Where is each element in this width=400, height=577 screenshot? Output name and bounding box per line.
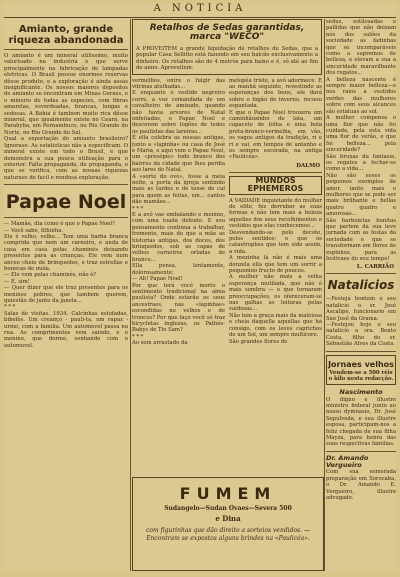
jornais-ad bbox=[326, 355, 396, 385]
column-3-author: L. CARRIÃO bbox=[356, 264, 394, 271]
jornais-headline: Jornaes velhos bbox=[328, 359, 394, 369]
retalhos-author: DALMO bbox=[296, 162, 320, 169]
fumem-ad bbox=[132, 477, 324, 571]
fumem-title: FUMEM bbox=[179, 484, 277, 503]
divider bbox=[4, 49, 128, 50]
divider bbox=[4, 217, 128, 218]
natalicios-headline: Natalicios bbox=[327, 278, 395, 293]
column-3 bbox=[326, 19, 396, 571]
newspaper-page bbox=[4, 3, 396, 571]
mundos-headline: MUNDOS EPHEMEROS bbox=[229, 176, 322, 195]
papai-noel-article: — Mamãe, dia como é que o Papae Noel? — Você sabe, filhinha. Ele é velho, velho... Tem uma barba branca comprida que nem um carneiro, e anda de casa em casa pelas chaminés deixando presentes para as crianças. Ele vem num anceo cheio de brinquedos, e traz estrellas e bonecas de mola. — Ele vem pelas chaminés, não é? — É, sim! — Quer dizer que ele traz presentes para os meninos pobres, que tambem querem, quiestão de junto da janela... * * * Salas de visitas. 1934. Calcinhas estofadas, bibelôs. Um creanço - pauli-ta, um rapaz - urino, com a familia. Um automovel passa na rua. As comprimentos vem saindo, e o menino, que dorme, sonhando com o automovel. bbox=[4, 221, 128, 349]
column-3-article: seduz, estilosadas e pallidas que não deixam nós dos salões da sociedade as fadinhas que se incomparáveis como a supremos de belleza, e elevam a sua a sinceridade maravilhante dos regatos... A belleza nascente é sempre maior belleza—e nos raios a vestidos verdes das mulheres sobre com seus alcances são estatuas ao sol. A mulher compensa o uma flor que não foi cuidada, pela esta vida uma flor de verão, e que foi belleza... pela sinceridade? São bruxas da fantasia, os regatos a fechar-se como a vida... Não são esses os pequenos exemplos de amor, tanto mais o mulheres que se pode ser mais brilhante e bellas quatro quatro e amorosas... São barboletas bonitas que partem da sua leve jornada com as festas da sociedade e que se transformam em flores de espinhos, para as festivaes do seu tempo! bbox=[326, 19, 396, 263]
column-1 bbox=[4, 19, 128, 571]
column-divider bbox=[130, 19, 131, 571]
retalhos-lead: A PROVEITEM a grande liquidação de retalhos de Sedas, que a popular Casa Sellitto está fazendo em seu balcão exclusivamente a dinheiro. Os retalhos são de 4 metros para baixo e é, só até ao fim do anno. Aproveitem. bbox=[136, 45, 318, 72]
dr-amando-body: Com sua esmerada preparação em Sorocaba, o Dr. Amando E. Vergueiro, illustre advogado. bbox=[326, 469, 396, 501]
divider bbox=[229, 172, 322, 173]
divider bbox=[326, 351, 396, 352]
retalhos-columns bbox=[132, 78, 322, 347]
mundos-article: A VAIDADE inquietante do mulher de elite, fez derrubar as suas formas e não tem mais a beleza aquelles dos seus recolhimentos e vestidos que elas conhecemos... Desvendando-se pelo decote, pelos sentidos; e que os catastrophes que tem sido assim, a vida. A mezinha lá não é mais uma donzela ella que tem um sorrir a pequenino fructo de poucos. A mulher não mais a velha esperança mutilada, que não é mais sombra — e que tornaram preoccupações, os ofereceram-se nas galhas as leituras pelas vaidosas... Não tem a graça mais da maleiosa e cheia daquella aquellas que há consigo, com os leves caprichos de um Sol, um sempre multicore. São grandes flores de bbox=[229, 197, 322, 345]
fumem-brands: Sudangelo—Sudan Ovaes—Severa 500 bbox=[164, 505, 292, 512]
retalhos-body-right: melopéa triste, a avó adormece. E ao manhã seguinte, revestindo as esperanças dos bons, ele dará sobre o fogão de inverno, recuou espantada. E que o Papae Noel trouxera um caminhãozinho de lata, um capacete de folha e uma bola preta-branco-vermelha, em vão, os vagos antigos da tradição, ri e ri e vai, em tempos de antanho e os sempre escorada, na antiga «Paulicéa». bbox=[229, 77, 322, 161]
natalicios-body: —Festeja hontem o seu natalicio o sr. José Ascalipe, funcionario em Sao José da Grama. —Festejou hoje o seu natalicio a sra. Bento Costa, filho do sr. Sebastião Alves da Costa. bbox=[326, 296, 396, 348]
jornais-body: Vendem-se a 500 réis o kilo nesta redacção. bbox=[328, 369, 394, 383]
retalhos-body-left: vermelhos, entre o fulgir das vitrinas atulhadas... E enquanto o vestido negreiro corre, a voz comandada de um cavalheiro de amizade, quando não havia arvores de Natal enfeitadas, o Papae Noel e descerem sobre fogões de todos os paulistas das lareiras... É ella celebra as nossas antigas, junto a «lapinha» ou casa de José e Maria, e aqui vem o Papae Noel, um «presépio» todo branco dos bairros da cidade que lhes perdia aos lares do Natal. A «sorte do ovo», fosse a meia noite, a porta da igreja sentindo mais as tardes e de tosse de cal para quem as feitas, em... cantos dão mamães... * * * E a avó vae embalando e menino, com uma toada dolente. E sou pensamento continua a trabalhar, fremente, mais do que a mãe as historias antigas, dos doces, dos brinquedos, sob as capas de velhos carneiros orladas de branco... Ella pensa, lentamente, dolorosamente: — Ah! Papae Noel! Por que terá você morto o sentimento tradicional na alma paulista? Onde estarão os seus ancestraes, nas «lapinhas» escondidas no velhos e de troncos? Por que faço você só traz bicycletas inglezas, os Pathés-Babys de Tio Sam? * * * Ao som arrastado da bbox=[132, 77, 225, 347]
nascimento-headline: Nascimento bbox=[339, 387, 383, 396]
fumem-tagline: com figurinhas que dão direito a sorteios vendidos. — Encontram se expostos alguns brindes na «Paulicéa». bbox=[146, 527, 310, 542]
retalhos-right bbox=[229, 78, 322, 347]
column-2 bbox=[132, 19, 322, 475]
divider bbox=[326, 273, 396, 274]
retalhos-ad bbox=[132, 19, 322, 75]
dr-amando-headline: Dr. Amando Vergueiro bbox=[326, 453, 369, 469]
fumem-dina: e Dina bbox=[215, 514, 241, 523]
column-divider bbox=[324, 19, 325, 571]
retalhos-headline: Retalhos de Sedas garantidas, marca "WECO" bbox=[149, 23, 305, 43]
nascimento-body: O digno e illustre ministro federal junto ao nosso dymnasio, Dr. José Sepulveda, e sua illustre esposa, participam-nos a feliz chegada de sua filha Mayza, para honra das suas respectivas familias. bbox=[326, 396, 396, 448]
masthead: A NOTICIA bbox=[4, 3, 396, 18]
papai-noel-headline: Papae Noel bbox=[5, 191, 127, 214]
divider bbox=[4, 184, 128, 185]
divider bbox=[326, 451, 396, 452]
amianto-article: O amianto é um mineral utilissimo, muito valorisado na industria e que serve principalmente na fabricação de lampadas eletricas. O Brasil possue enormes reservas dêsse produto, e a exploração é ainda assás insignificante. Os nossos maiores depositos de amianto se encontram em Minas Geraes, e o minerio de todas as especies, com fibras amarelas, esverdeadas, brancas, longas e sedosas. A Bahia é tambem muito rica dêsse mineral, que igualmente existe no Ceará, na Parahyba, em Pernambuco, no Rio Grande do Norte, no Rio Grande do Sul. Qual a exportação do amianto brasileiro? Ignorase. As estatisticas não a especificam. O mineral existe em todo o Brasil, e que demonstra a sua pouca utilisação para o exterior. Falta propaganda, de propaganda, o que se verifica, com as nossas riquezas naturaes de facil e rendosa exploração. bbox=[4, 53, 128, 181]
amianto-headline: Amianto, grande riqueza abandonada bbox=[8, 24, 124, 46]
